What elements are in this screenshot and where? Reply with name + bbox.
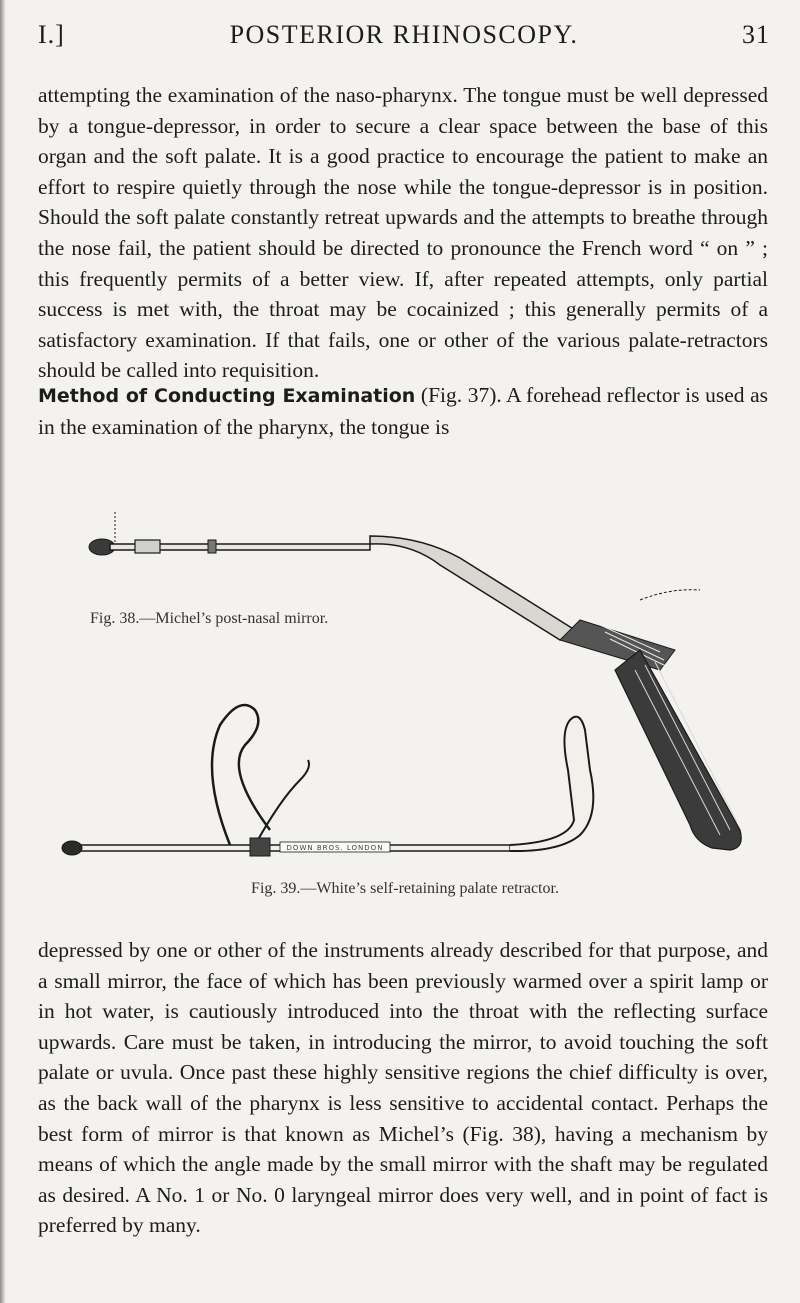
palate-hook: [212, 705, 270, 845]
chapter-marker: I.]: [38, 20, 65, 49]
mirror-handle-neck: [370, 536, 575, 640]
running-header: [38, 20, 770, 60]
page-number: 31: [742, 20, 770, 49]
paragraph-mirror-technique: depressed by one or other of the instruments already described for that purpose, and a small mirror, the face of which has been previously warmed over a spirit lamp or in hot water, is cautiously introduced into the throat with the reflecting surface upwards. Care must be taken, in introducing the mirror, to avoid touching the soft palate or uvula. Once past these highly sensitive regions the chief difficulty is over, as the back wall of the pharynx is less sensitive to accidental contact. Perhaps the best form of mirror is that known as Michel’s (Fig. 38), having a mechanism by means of which the angle made by the small mirror with the shaft may be regulated as desired. A No. 1 or No. 0 laryngeal mirror does very well, and in point of fact is preferred by many.: [38, 938, 768, 1238]
running-title: POSTERIOR RHINOSCOPY.: [229, 20, 579, 49]
thumb-lever-outline: [640, 590, 700, 600]
page-edge-shadow: [0, 0, 6, 1303]
paragraph-intro: attempting the examination of the naso-pharynx. The tongue must be well depressed by a tongue-depressor, in order to secure a clear space between the base of this organ and the soft palate. It is a good practice to encourage the patient to make an effort to respire quietly through the nose while the tongue-depressor is in position. Should the soft palate constantly retreat upwards and the attempts to breathe through the nose fail, the patient should be directed to pronounce the French word “ on ” ; this frequently permits of a better view. If, after repeated attempts, only partial success is met with, the throat may be cocainized ; this generally permits of a satisfactory examination. If that fails, one or other of the various palate-retractors should be called into requisition.: [38, 83, 768, 383]
hook-wire: [255, 760, 309, 845]
retractor-end-knob: [62, 841, 82, 855]
hook-clamp: [250, 838, 270, 856]
figure-38-caption: Fig. 38.—Michel’s post-nasal mirror.: [90, 610, 329, 627]
figure-39-caption: Fig. 39.—White’s self-retaining palate retractor.: [251, 880, 559, 897]
section-run-in-heading: Method of Conducting Examination: [38, 385, 416, 407]
michel-mirror-drawing: [89, 512, 700, 670]
instrument-illustration: [40, 470, 770, 890]
maker-mark: DOWN BROS. LONDON: [286, 844, 384, 852]
shaft-joint: [208, 540, 216, 553]
shaft-collar: [135, 540, 160, 553]
instrument-figures: [40, 470, 770, 910]
paragraph-method-body: (Fig. 37). A forehead reflector is used as in the examination of the pharynx, the tongue is: [38, 383, 768, 439]
white-retractor-drawing: [62, 650, 741, 856]
retractor-blade: [615, 650, 741, 850]
paragraph-method: [38, 380, 768, 442]
retractor-loop: [510, 717, 593, 851]
